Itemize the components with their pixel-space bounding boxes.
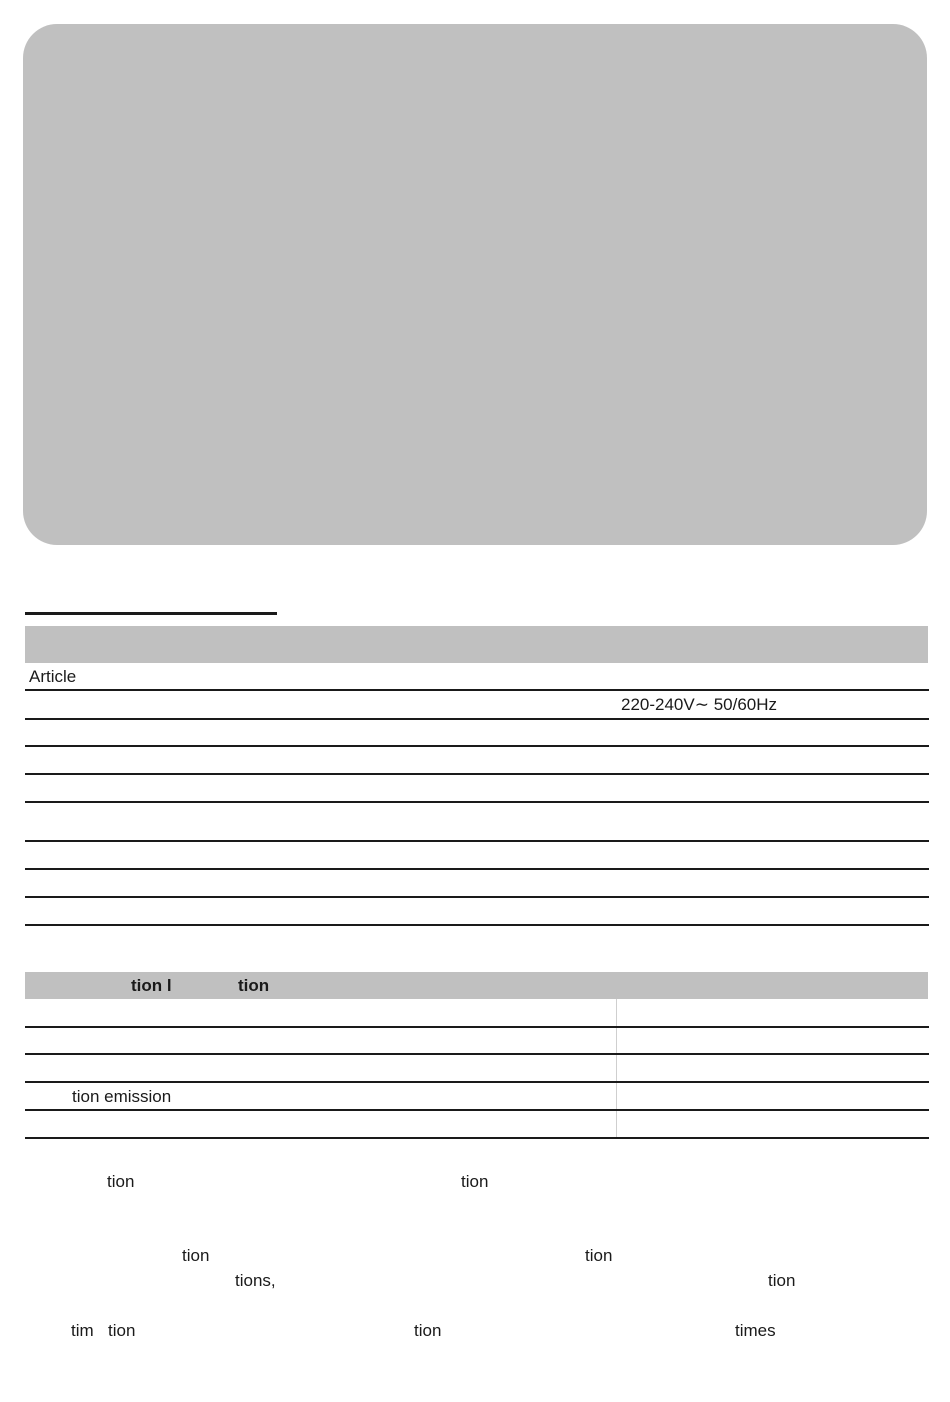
note-fragment: tion <box>107 1172 135 1191</box>
emission-row-divider <box>25 1137 929 1139</box>
spec-table-header <box>25 626 928 663</box>
emission-row-divider <box>25 1026 929 1028</box>
spec-row-divider <box>25 773 929 775</box>
note-fragment: tion <box>461 1172 489 1191</box>
note-fragment: tion <box>768 1271 796 1290</box>
note-fragment: tion <box>414 1321 442 1340</box>
spec-row-divider <box>25 896 929 898</box>
spec-row-value-voltage: 220-240V∼ 50/60Hz <box>621 695 778 714</box>
emission-column-divider <box>616 999 617 1139</box>
note-fragment: times <box>735 1321 776 1340</box>
note-fragment: tion <box>108 1321 136 1340</box>
emission-header-fragment: tion l <box>131 976 172 995</box>
note-fragment: tion <box>182 1246 210 1265</box>
spec-row-divider <box>25 718 929 720</box>
section-title-underline <box>25 612 277 615</box>
emission-row-label: tion emission <box>72 1087 172 1106</box>
spec-row-divider <box>25 689 929 691</box>
spec-row-divider <box>25 924 929 926</box>
product-image-area <box>23 24 927 545</box>
spec-row-divider <box>25 745 929 747</box>
note-fragment: tions, <box>235 1271 276 1290</box>
spec-row-divider <box>25 840 929 842</box>
emission-header-fragment: tion <box>238 976 270 995</box>
emission-row-divider <box>25 1053 929 1055</box>
spec-row-divider <box>25 801 929 803</box>
emission-row-divider <box>25 1109 929 1111</box>
note-fragment: tim <box>71 1321 94 1340</box>
spec-row-label-article: Article <box>29 667 77 686</box>
spec-row-divider <box>25 868 929 870</box>
note-fragment: tion <box>585 1246 613 1265</box>
emission-row-divider <box>25 1081 929 1083</box>
